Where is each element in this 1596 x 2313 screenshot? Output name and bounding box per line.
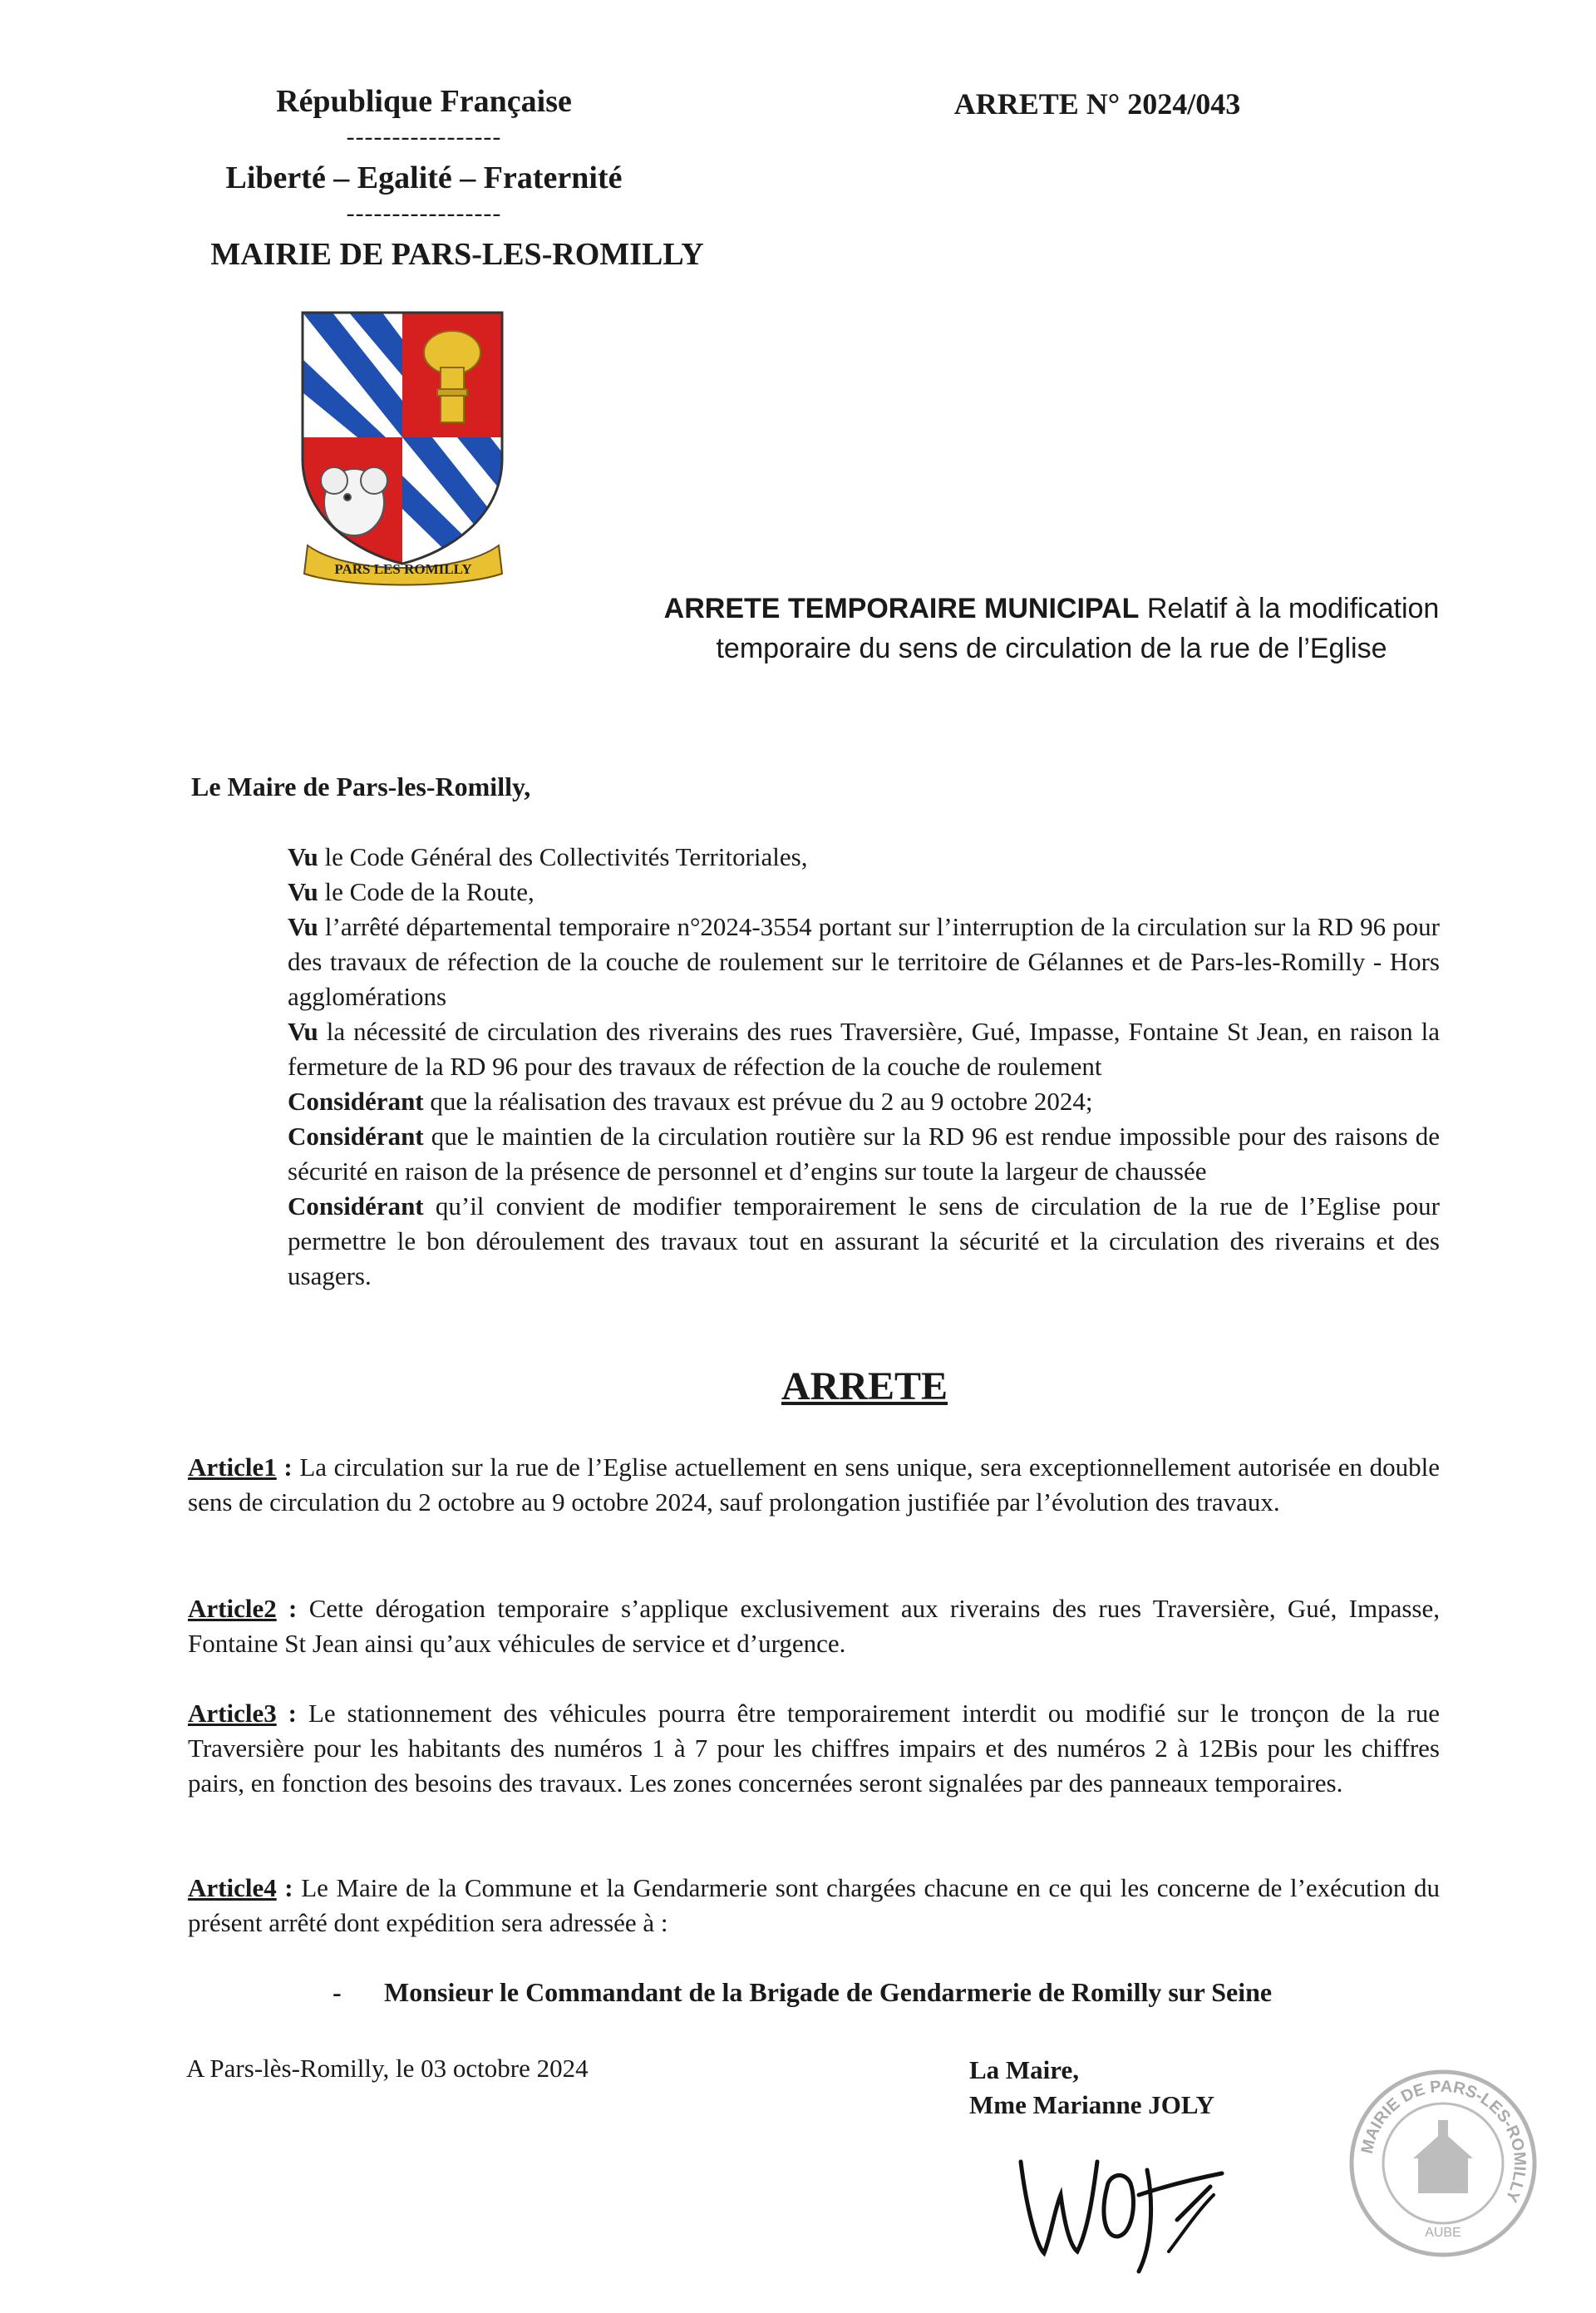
subject-rest: Relatif à la modification (1139, 593, 1440, 624)
svg-text:PARS LES ROMILLY: PARS LES ROMILLY (334, 561, 472, 577)
coat-of-arms-icon (299, 309, 507, 589)
mayor-intro: Le Maire de Pars-les-Romilly, (191, 772, 531, 801)
article-label: Article4 (188, 1873, 277, 1902)
signatory-name: Mme Marianne JOLY (969, 2090, 1215, 2119)
considerations-list (288, 840, 1440, 1294)
consideration-item: Vu l’arrêté départemental temporaire n°2024-3554 portant sur l’interruption de la circulation sur la RD 96 pour des travaux de réfection de la couche de roulement sur le territoire de Gélannes et de Pars-les-Romilly - Hors agglomérations (288, 912, 1440, 1011)
arrete-number: ARRETE N° 2024/043 (953, 87, 1241, 121)
motto: Liberté – Egalité – Fraternité (225, 160, 623, 195)
article-4: Article4 : Le Maire de la Commune et la Gendarmerie sont chargées chacune en ce qui les concerne de l’exécution du présent arrêté dont expédition sera adressée à : (188, 1873, 1440, 1937)
republic-heading: République Française (276, 84, 572, 119)
subject-bold: ARRETE TEMPORAIRE MUNICIPAL (663, 593, 1140, 624)
consideration-item: Vu le Code de la Route, (288, 877, 534, 906)
svg-text:AUBE: AUBE (1425, 2226, 1461, 2240)
signatory-title: La Maire, (969, 2055, 1080, 2084)
consideration-item: Considérant qu’il convient de modifier temporairement le sens de circulation de la rue de l’Eglise pour permettre le bon déroulement des travaux tout en assurant la sécurité et la circulation des riverains et des usagers. (288, 1191, 1440, 1290)
coat-of-arms (299, 309, 507, 589)
recipient-line (332, 1977, 1272, 2008)
article-label: Article2 (188, 1594, 277, 1623)
article-1: Article1 : La circulation sur la rue de l’Eglise actuellement en sens unique, sera exceptionnellement autorisée en double sens de circulation du 2 octobre au 9 octobre 2024, sauf prolongation justifiée par l’évolution des travaux. (188, 1452, 1440, 1517)
consideration-item: Considérant que le maintien de la circulation routière sur la RD 96 est rendue impossible pour des raisons de sécurité en raison de la présence de personnel et d’engins sur toute la largeur de chaussée (288, 1122, 1440, 1186)
article-label: Article1 (188, 1452, 277, 1482)
stamp-icon (1347, 2067, 1539, 2260)
arrete-subject (582, 589, 1521, 668)
subject-line2: temporaire du sens de circulation de la rue de l’Eglise (716, 633, 1387, 664)
article-label: Article3 (188, 1699, 277, 1728)
signature (1014, 2137, 1230, 2278)
header-divider: ----------------- (346, 123, 502, 150)
article-2: Article2 : Cette dérogation temporaire s’applique exclusivement aux riverains des rues Traversière, Gué, Impasse, Fontaine St Jean ainsi qu’aux véhicules de service et d’urgence. (188, 1594, 1440, 1658)
article-3: Article3 : Le stationnement des véhicules pourra être temporairement interdit ou modifié sur le tronçon de la rue Traversière pour les habitants des numéros 1 à 7 pour les chiffres impairs et des numéros 2 à 12Bis pour les chiffres pairs, en fonction des besoins des travaux. Les zones concernées seront signalées par des panneaux temporaires. (188, 1699, 1440, 1798)
place-date: A Pars-lès-Romilly, le 03 octobre 2024 (186, 2054, 589, 2083)
header-divider: ----------------- (346, 200, 502, 227)
official-stamp (1347, 2067, 1539, 2260)
recipient-bullet: - (332, 1977, 342, 2007)
mairie-name: MAIRIE DE PARS-LES-ROMILLY (210, 237, 704, 272)
stamp-building (1413, 2120, 1473, 2193)
signature-icon (1014, 2137, 1230, 2278)
consideration-item: Considérant que la réalisation des travaux est prévue du 2 au 9 octobre 2024; (288, 1087, 1093, 1116)
consideration-item: Vu la nécessité de circulation des riverains des rues Traversière, Gué, Impasse, Fontaine St Jean, en raison la fermeture de la RD 96 pour des travaux de réfection de la couche de roulement (288, 1017, 1440, 1081)
recipient-text: Monsieur le Commandant de la Brigade de Gendarmerie de Romilly sur Seine (384, 1977, 1273, 2007)
consideration-item: Vu le Code Général des Collectivités Territoriales, (288, 842, 808, 871)
arrete-heading: ARRETE (781, 1364, 948, 1408)
svg-text:MAIRIE DE PARS-LES-ROMILLY: MAIRIE DE PARS-LES-ROMILLY (1357, 2077, 1530, 2205)
